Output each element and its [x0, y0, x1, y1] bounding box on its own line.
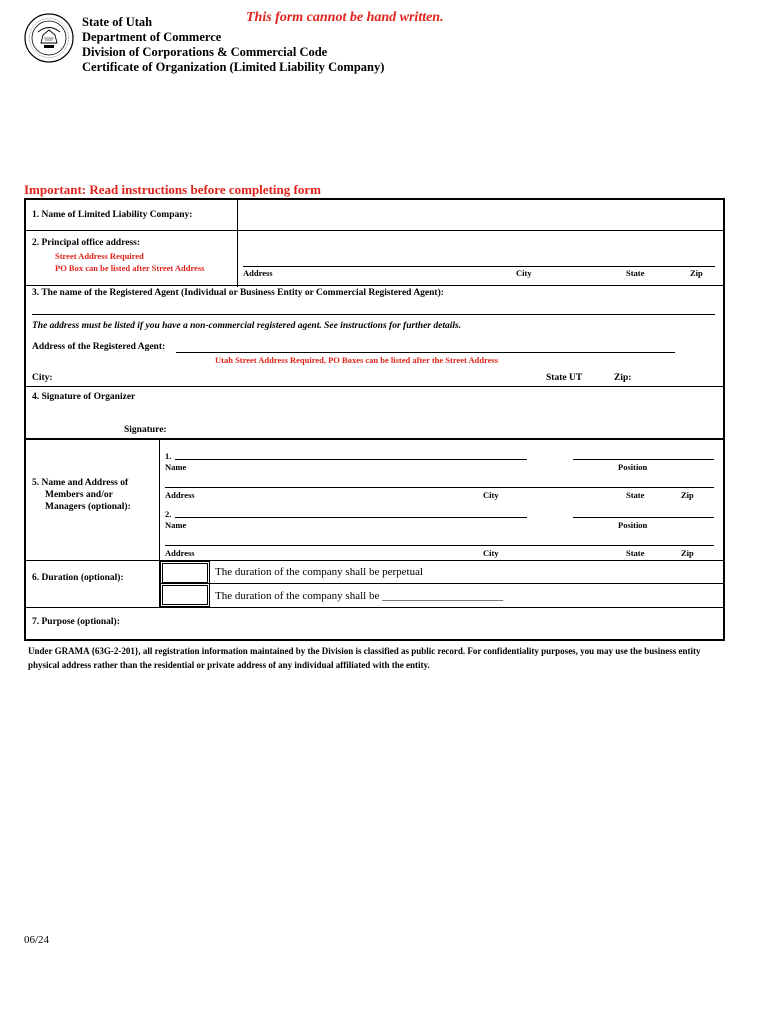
member2-name-line[interactable] — [175, 517, 527, 518]
fixed-duration-checkbox[interactable] — [162, 585, 208, 605]
member1-address-caption: Address — [165, 490, 195, 500]
member1-state-caption: State — [626, 490, 645, 500]
section1-label: 1. Name of Limited Liability Company: — [32, 210, 193, 220]
member2-name-caption: Name — [165, 520, 187, 530]
llc-name-field[interactable] — [239, 200, 723, 229]
utah-address-note: Utah Street Address Required, PO Boxes can be listed after the Street Address — [215, 355, 499, 365]
header-line-department: Department of Commerce — [82, 30, 222, 44]
hand-written-warning: This form cannot be hand written. — [246, 10, 444, 25]
member1-zip-caption: Zip — [681, 490, 694, 500]
section5-label-line2: Members and/or — [45, 490, 113, 500]
grama-notice: Under GRAMA {63G-2-201}, all registration information maintained by the Division is classified as public record. For confidentiality purposes, you may use the business entity physical address rather than the residential or private address of any individual affiliated with the entity. — [28, 646, 701, 670]
agent-zip-label: Zip: — [614, 373, 632, 383]
form-box-top — [24, 198, 725, 440]
divider — [159, 583, 724, 584]
member1-number: 1. — [165, 451, 172, 461]
registered-agent-name-line[interactable] — [32, 314, 715, 315]
po-box-note: PO Box can be listed after Street Address — [55, 263, 205, 273]
header-line-form-title: Certificate of Organization (Limited Liability Company) — [82, 60, 385, 74]
duration-perpetual-option: The duration of the company shall be perpetual — [215, 566, 424, 578]
section5-label-line3: Managers (optional): — [45, 502, 131, 512]
member2-address-line[interactable] — [165, 545, 714, 546]
member2-position-caption: Position — [618, 520, 648, 530]
member2-address-caption: Address — [165, 548, 195, 558]
section2-label: 2. Principal office address: — [32, 238, 141, 248]
important-notice: Important: Read instructions before completing form — [24, 182, 321, 197]
member2-position-line[interactable] — [573, 517, 714, 518]
member1-position-caption: Position — [618, 462, 648, 472]
member2-city-caption: City — [483, 548, 499, 558]
section6-label: 6. Duration (optional): — [32, 573, 124, 583]
header-line-division: Division of Corporations & Commercial Code — [82, 45, 328, 59]
divider — [237, 199, 238, 287]
member2-number: 2. — [165, 509, 172, 519]
divider — [25, 607, 724, 608]
agent-state-label: State UT — [546, 373, 583, 383]
state-seal-logo — [24, 13, 74, 63]
divider — [25, 560, 724, 561]
member2-state-caption: State — [626, 548, 645, 558]
section7-label: 7. Purpose (optional): — [32, 617, 120, 627]
perpetual-checkbox[interactable] — [162, 563, 208, 583]
member1-city-caption: City — [483, 490, 499, 500]
agent-address-line[interactable] — [176, 352, 675, 353]
divider — [25, 386, 724, 387]
divider — [25, 285, 724, 286]
member1-address-line[interactable] — [165, 487, 714, 488]
col-state: State — [626, 268, 645, 278]
col-address: Address — [243, 268, 273, 278]
principal-address-line[interactable] — [243, 266, 715, 267]
form-revision-date: 06/24 — [24, 934, 50, 946]
member1-name-caption: Name — [165, 462, 187, 472]
section5-label-line1: 5. Name and Address of — [32, 478, 129, 488]
section3-label: 3. The name of the Registered Agent (Individual or Business Entity or Commercial Registered Agent): — [32, 288, 444, 298]
agent-city-label: City: — [32, 373, 53, 383]
duration-fixed-option: The duration of the company shall be ______________________ — [215, 590, 504, 602]
col-city: City — [516, 268, 532, 278]
signature-label: Signature: — [124, 425, 167, 435]
agent-address-note: The address must be listed if you have a non-commercial registered agent. See instructions for further details. — [32, 321, 462, 331]
agent-address-label: Address of the Registered Agent: — [32, 342, 166, 352]
street-address-required-note: Street Address Required — [55, 251, 144, 261]
divider — [25, 230, 724, 231]
form-header — [82, 15, 384, 75]
col-zip: Zip — [690, 268, 703, 278]
header-line-state: State of Utah — [82, 15, 153, 29]
member1-position-line[interactable] — [573, 459, 714, 460]
member1-name-line[interactable] — [175, 459, 527, 460]
member2-zip-caption: Zip — [681, 548, 694, 558]
section4-label: 4. Signature of Organizer — [32, 392, 136, 402]
